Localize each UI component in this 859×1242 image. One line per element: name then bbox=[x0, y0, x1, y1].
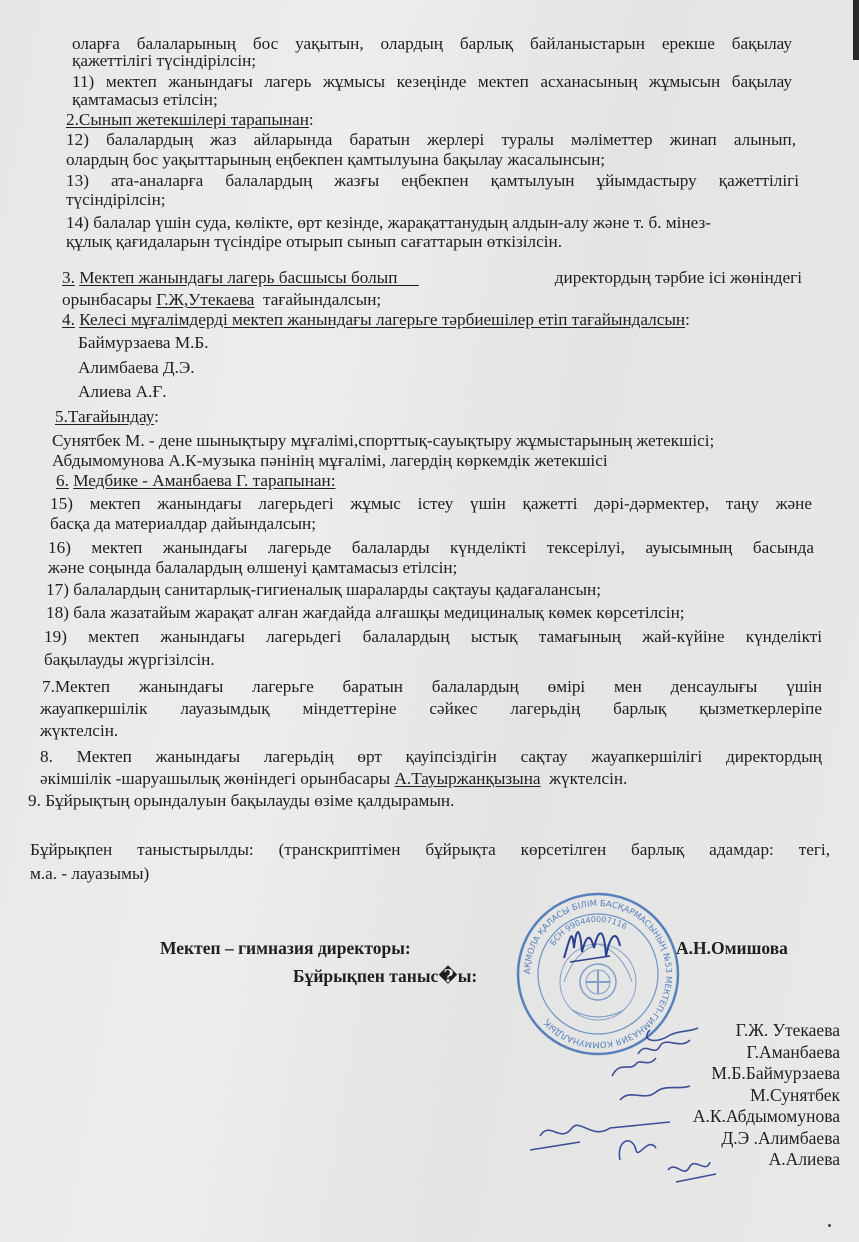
text-line: жүктелсін. bbox=[40, 721, 119, 740]
section-2-title: 2.Сынып жетекшілері тарапынан bbox=[66, 110, 309, 129]
stamp-bin: БСН 990440007116 bbox=[548, 914, 629, 948]
signatory-name: Г.Ж. Утекаева bbox=[735, 1020, 840, 1040]
text-line: қажеттілігі түсіндірілсін; bbox=[72, 51, 257, 70]
section-3-line-2 bbox=[62, 290, 381, 310]
text: әкімшілік -шаруашылық жөніндегі орынбасары bbox=[40, 769, 391, 788]
assignee-name: Г.Ж,Утекаева bbox=[156, 290, 255, 309]
text-line: 14) балалар үшін суда, көлікте, өрт кезінде, жарақаттанудың алдын-алу және т. б. мінез- bbox=[66, 213, 711, 232]
text-line: 9. Бұйрықтың орындалуын бақылауды өзіме қалдырамын. bbox=[28, 791, 455, 810]
section-6-number: 6. bbox=[56, 471, 69, 490]
section-4-title: Келесі мұғалімдерді мектеп жанындағы лагерьге тәрбиешілер етіп тағайындалсын bbox=[79, 310, 686, 329]
signatory-name: Г.Аманбаева bbox=[746, 1041, 840, 1062]
text-line: 13) ата-аналарға балалардың жазғы еңбекпен қамтылуын ұйымдастыру қажеттілігі bbox=[66, 171, 799, 190]
teacher-name: Алимбаева Д.Э. bbox=[78, 358, 195, 377]
text-line: 15) мектеп жанындағы лагерьдегі жұмыс істеу үшін қажетті дәрі-дәрмектер, таңу және bbox=[50, 494, 812, 513]
text-line: 16) мектеп жанындағы лагерьде балаларды күнделікті тексерілуі, ауысымның басында bbox=[48, 538, 814, 557]
director-signature bbox=[560, 918, 630, 970]
signatory-name: А.К.Абдымомунова bbox=[692, 1106, 840, 1126]
text-line: олардың бос уақыттарының еңбекпен қамтылуына бақылау жасалынсын; bbox=[66, 150, 606, 169]
section-3-line bbox=[62, 268, 802, 288]
text: директордың тәрбие ісі жөніндегі bbox=[554, 268, 802, 287]
text-line: құлық қағидаларын түсіндіре отырып сынып сағаттарын өткізілсін. bbox=[66, 232, 563, 251]
text-line: түсіндірілсін; bbox=[66, 190, 166, 209]
section-2-heading bbox=[66, 110, 314, 130]
section-3-number: 3. bbox=[62, 268, 75, 287]
text-line: Абдымомунова А.К-музыка пәнінің мұғалімі, лагердің көркемдік жетекшісі bbox=[52, 451, 608, 470]
photo-edge bbox=[853, 0, 859, 60]
text-line: 19) мектеп жанындағы лагерьдегі балалардың ыстық тамағының жай-күйіне күнделікті bbox=[44, 627, 822, 646]
text-line: жауапкершілік лауазымдық міндеттеріне сәйкес лагерьдің барлық қызметкерлеріпе bbox=[40, 699, 822, 718]
section-5-heading bbox=[55, 407, 159, 427]
text-line: 7.Мектеп жанындағы лагерьге баратын балалардың өмірі мен денсаулығы үшін bbox=[42, 677, 822, 696]
text-line: 11) мектеп жанындағы лагерь жұмысы кезеңінде мектеп асханасының жұмысын бақылау bbox=[72, 72, 792, 91]
teacher-name: Баймурзаева М.Б. bbox=[78, 333, 209, 352]
text-line: 18) бала жазатайым жарақат алған жағдайда алғашқы медициналық көмек көрсетілсін; bbox=[46, 603, 685, 622]
section-4-heading bbox=[62, 310, 690, 330]
signatory-name: М.Сунятбек bbox=[750, 1084, 840, 1105]
text-line: басқа да материалдар дайындалсын; bbox=[50, 514, 317, 533]
colon: : bbox=[685, 310, 690, 329]
signatory-name: А.Алиева bbox=[768, 1149, 840, 1169]
acknowledgement-line: Бұйрықпен таныстырылды: (транскриптімен бұйрықта көрсетілген барлық адамдар: тегі, bbox=[30, 840, 830, 859]
text: тағайындалсын; bbox=[262, 290, 382, 309]
text-line: 12) балалардың жаз айларында баратын жерлері туралы мәліметтер жинап алынып, bbox=[66, 130, 796, 149]
speck bbox=[828, 1224, 831, 1227]
signatory-name: М.Б.Баймурзаева bbox=[711, 1063, 840, 1083]
section-4-number: 4. bbox=[62, 310, 75, 329]
teacher-name: Алиева А.Ғ. bbox=[78, 382, 167, 401]
text-line bbox=[40, 769, 627, 789]
text: орынбасары bbox=[62, 290, 152, 309]
signatory-name: Д.Э .Алимбаева bbox=[721, 1127, 840, 1148]
text-line: қамтамасыз етілсін; bbox=[72, 90, 218, 109]
colon: : bbox=[154, 407, 159, 426]
responsible-name: А.Тауыржанқызына bbox=[394, 769, 541, 788]
handwritten-signatures bbox=[520, 1010, 720, 1190]
text-line: және соңында балалардың өлшенуі қамтамасыз етілсін; bbox=[48, 558, 458, 577]
text-line: Сунятбек М. - дене шынықтыру мұғалімі,спорттық-сауықтыру жұмыстарының жетекшісі; bbox=[52, 431, 715, 450]
text-line: 8. Мектеп жанындағы лагерьдің өрт қауіпсіздігін сақтау жауапкершілігі директордың bbox=[40, 747, 822, 766]
text-line: 17) балалардың санитарлық-гигиеналық шараларды сақтауы қадағалансын; bbox=[46, 580, 601, 599]
section-3-title: Мектеп жанындағы лагерь басшысы болып bbox=[79, 268, 398, 287]
section-6-heading bbox=[56, 471, 336, 491]
text-line: бақылауды жүргізілсін. bbox=[44, 650, 215, 669]
section-5-title: 5.Тағайындау bbox=[55, 407, 155, 426]
director-title: Мектеп – гимназия директоры: bbox=[160, 938, 411, 958]
colon: : bbox=[308, 110, 314, 129]
acknowledgement-line: м.а. - лауазымы) bbox=[30, 864, 150, 883]
section-6-title: Медбике - Аманбаева Г. тарапынан: bbox=[73, 471, 336, 490]
text-line: оларға балаларының бос уақытын, олардың барлық байланыстарын ерекше бақылау bbox=[72, 34, 792, 53]
acquainted-label: Бұйрықпен таныс�ы: bbox=[293, 966, 478, 986]
stamp-outer-text: АҚМОЛА ҚАЛАСЫ БІЛІМ БАСҚАРМАСЫНЫҢ №53 МЕКТЕП-ГИМНАЗИЯ КОММУНАЛДЫҚ bbox=[522, 898, 674, 1050]
director-name: А.Н.Омишова bbox=[676, 938, 788, 958]
text: жүктелсін. bbox=[549, 769, 628, 788]
